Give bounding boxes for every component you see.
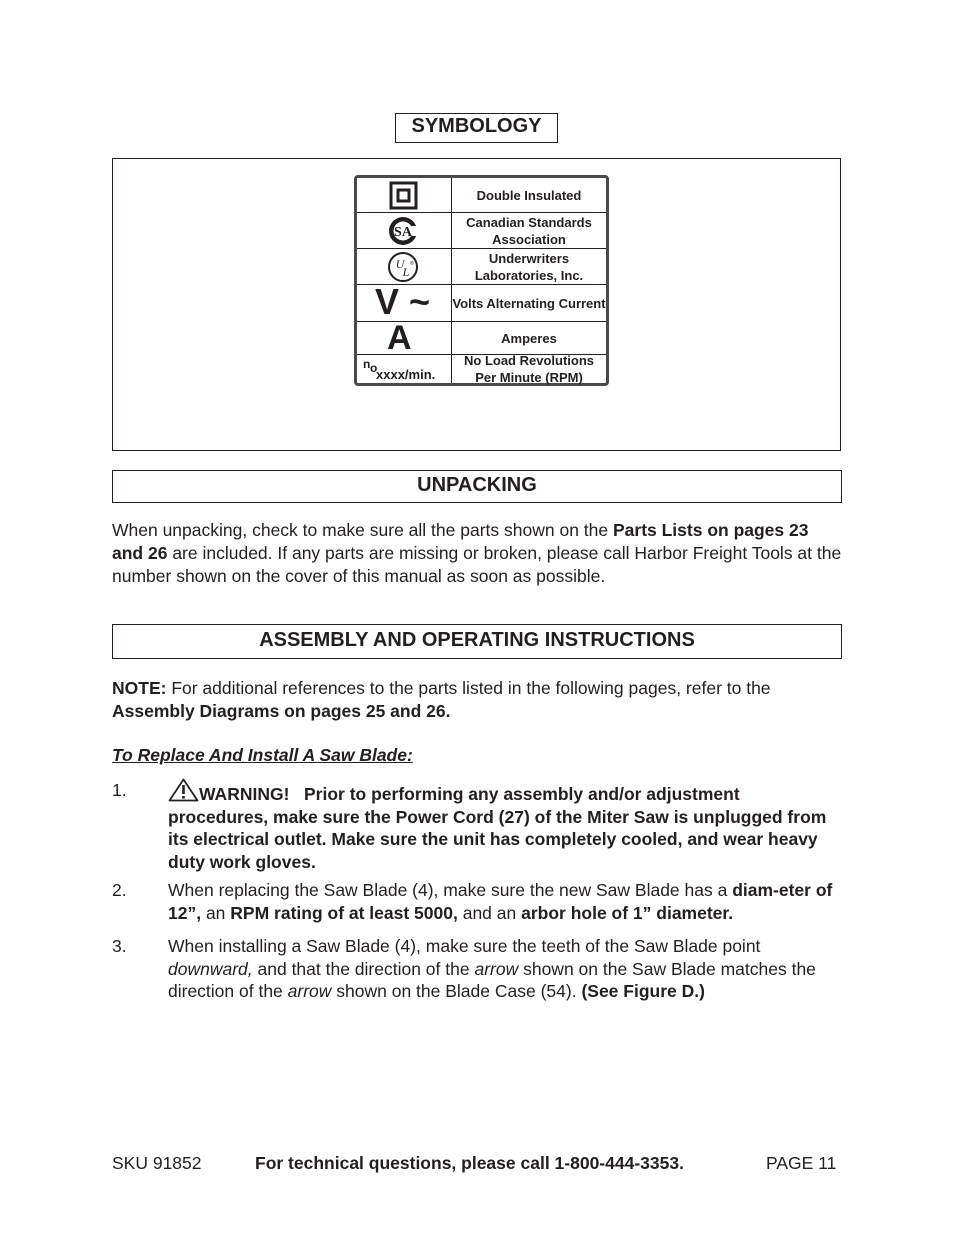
symbol-cell — [357, 249, 452, 284]
ul-icon — [357, 249, 452, 285]
emphasis: arrow — [474, 958, 519, 979]
symbol-label: Volts Alternating Current — [452, 295, 606, 311]
symbol-label: Double Insulated — [476, 187, 582, 203]
symbol-row-volts — [357, 281, 606, 322]
footer-sku: SKU 91852 — [112, 1153, 202, 1173]
text-run: When unpacking, check to make sure all the parts shown on the — [112, 520, 613, 540]
rpm-symbol-o: o — [370, 361, 378, 375]
symbol-cell — [357, 213, 452, 248]
symbol-row-double-insulated — [357, 178, 606, 213]
warning-label: WARNING! — [199, 784, 290, 804]
double-insulated-icon — [357, 178, 452, 213]
rpm-symbol-value: xxxx/min. — [376, 367, 436, 382]
item-number: 3. — [112, 936, 127, 956]
text-run: For additional references to the parts listed in the following pages, refer to the — [166, 678, 771, 698]
csa-icon — [357, 213, 452, 249]
svg-text:®: ® — [410, 261, 414, 267]
assembly-diagrams-reference: Assembly Diagrams on pages 25 and 26. — [112, 701, 451, 721]
parts-list-reference: Parts Lists on pages 23 and 26 — [112, 520, 809, 563]
volts-icon — [357, 281, 452, 322]
item-2-text — [168, 879, 844, 924]
warning-triangle-icon — [168, 778, 199, 802]
symbol-row-ul — [357, 249, 606, 285]
symbology-table — [354, 175, 609, 386]
symbol-label: Canadian Standards Association — [466, 214, 592, 247]
figure-reference: (See Figure D.) — [581, 981, 705, 1001]
symbology-heading — [395, 113, 558, 143]
text-run: are included. If any parts are missing or broken, please call Harbor Freight Tools at the number shown on the cover of this manual as soon as possible. — [112, 543, 842, 586]
amperes-icon — [357, 319, 452, 357]
note-paragraph — [112, 677, 844, 723]
text-run: When installing a Saw Blade (4), make sure the teeth of the Saw Blade point — [168, 936, 761, 956]
diameter-spec: diam-eter of 12”, — [168, 880, 833, 923]
text-run: and that the direction of the — [252, 958, 475, 979]
subheading — [112, 744, 844, 767]
symbology-title: SYMBOLOGY — [411, 115, 542, 137]
symbol-row-amperes — [357, 319, 606, 357]
unpacking-title: UNPACKING — [417, 474, 537, 496]
svg-text:L: L — [402, 265, 410, 279]
no-load-rpm-icon — [357, 355, 452, 383]
unpacking-paragraph — [112, 519, 844, 588]
text-run: shown on the Saw Blade matches the direction of the — [168, 958, 816, 1001]
emphasis: downward, — [168, 958, 253, 979]
symbol-label: No Load Revolutions Per Minute (RPM) — [464, 353, 594, 385]
symbol-row-no-load-rpm — [357, 355, 606, 383]
text-run: shown on the Blade Case (54). — [331, 981, 582, 1001]
replace-blade-subheading: To Replace And Install A Saw Blade: — [112, 745, 413, 765]
arbor-spec: arbor hole of 1” diameter. — [521, 902, 734, 923]
warning-text: Prior to performing any assembly and/or adjustment procedures, make sure the Power Cord (27) of the Miter Saw is unplugged from its electrical outlet. Make sure the unit has completely cooled, and wear heavy duty work gloves. — [168, 784, 827, 872]
amperes-symbol: A — [387, 319, 412, 357]
assembly-heading — [112, 624, 842, 659]
item-number: 1. — [112, 780, 127, 800]
footer-tech-questions: For technical questions, please call 1-800-444-3353. — [255, 1153, 684, 1173]
item-number: 2. — [112, 880, 127, 900]
assembly-title: ASSEMBLY AND OPERATING INSTRUCTIONS — [259, 629, 695, 651]
symbol-label: Amperes — [501, 330, 557, 346]
text-run: an — [201, 902, 231, 923]
symbol-cell — [357, 178, 452, 212]
symbol-row-csa — [357, 213, 606, 249]
text-run: When replacing the Saw Blade (4), make sure the new Saw Blade has a — [168, 880, 733, 900]
symbol-label: Underwriters Laboratories, Inc. — [474, 250, 584, 283]
rpm-spec: RPM rating of at least 5000, — [230, 902, 458, 923]
text-run: and an — [457, 902, 522, 923]
rpm-symbol-n: n — [363, 357, 371, 371]
item-3-text — [168, 935, 844, 1003]
svg-text:SA: SA — [394, 225, 412, 240]
svg-text:U: U — [395, 257, 405, 271]
volts-symbol: V ~ — [375, 281, 431, 322]
note-label: NOTE: — [112, 678, 167, 698]
item-1-warning — [168, 778, 844, 873]
unpacking-heading — [112, 470, 842, 503]
emphasis: arrow — [287, 981, 332, 1001]
footer-page-number: PAGE 11 — [766, 1153, 837, 1173]
